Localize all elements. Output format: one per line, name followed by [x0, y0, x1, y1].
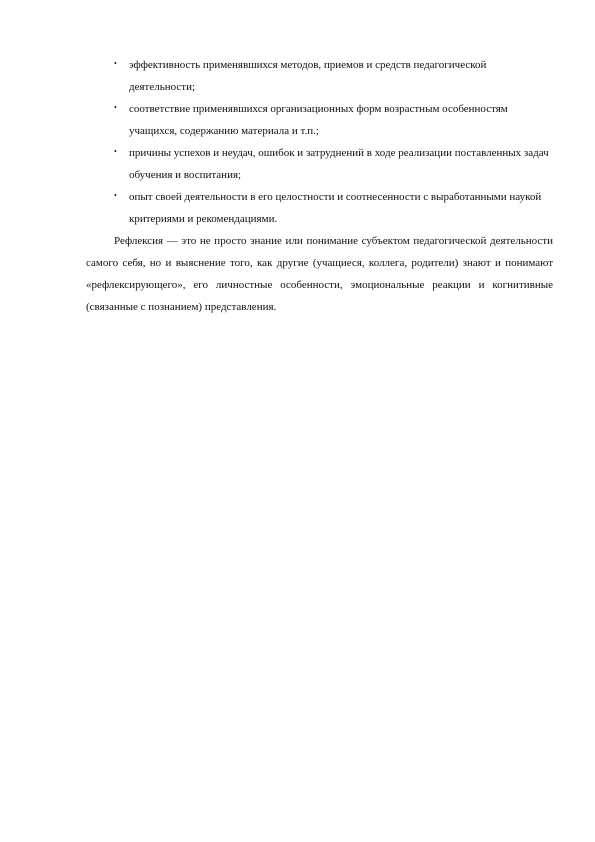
bullet-icon: • [114, 191, 117, 200]
list-item [86, 54, 553, 98]
list-item-text: соответствие применявшихся организационных форм возрастным особенностям учащихся, содержанию материала и т.п.; [129, 103, 508, 137]
list-item-text: эффективность применявшихся методов, приемов и средств педагогической деятельности; [129, 59, 487, 93]
list-item [86, 98, 553, 142]
bullet-icon: • [114, 103, 117, 112]
body-paragraph: Рефлексия — это не просто знание или понимание субъектом педагогической деятельности самого себя, но и выяснение того, как другие (учащиеся, коллега, родители) знают и понимают «рефлексирующего», его личностные особенности, эмоциональные реакции и когнитивные (связанные с познанием) представления. [86, 235, 553, 313]
bullet-icon: • [114, 147, 117, 156]
bullet-icon: • [114, 59, 117, 68]
list-item-text: причины успехов и неудач, ошибок и затруднений в ходе реализации поставленных задач обучения и воспитания; [129, 147, 549, 181]
list-item [86, 142, 553, 186]
document-page [86, 54, 553, 318]
list-item [86, 186, 553, 230]
bullet-list [86, 54, 553, 230]
list-item-text: опыт своей деятельности в его целостности и соотнесенности с выработанными наукой критериями и рекомендациями. [129, 191, 542, 225]
